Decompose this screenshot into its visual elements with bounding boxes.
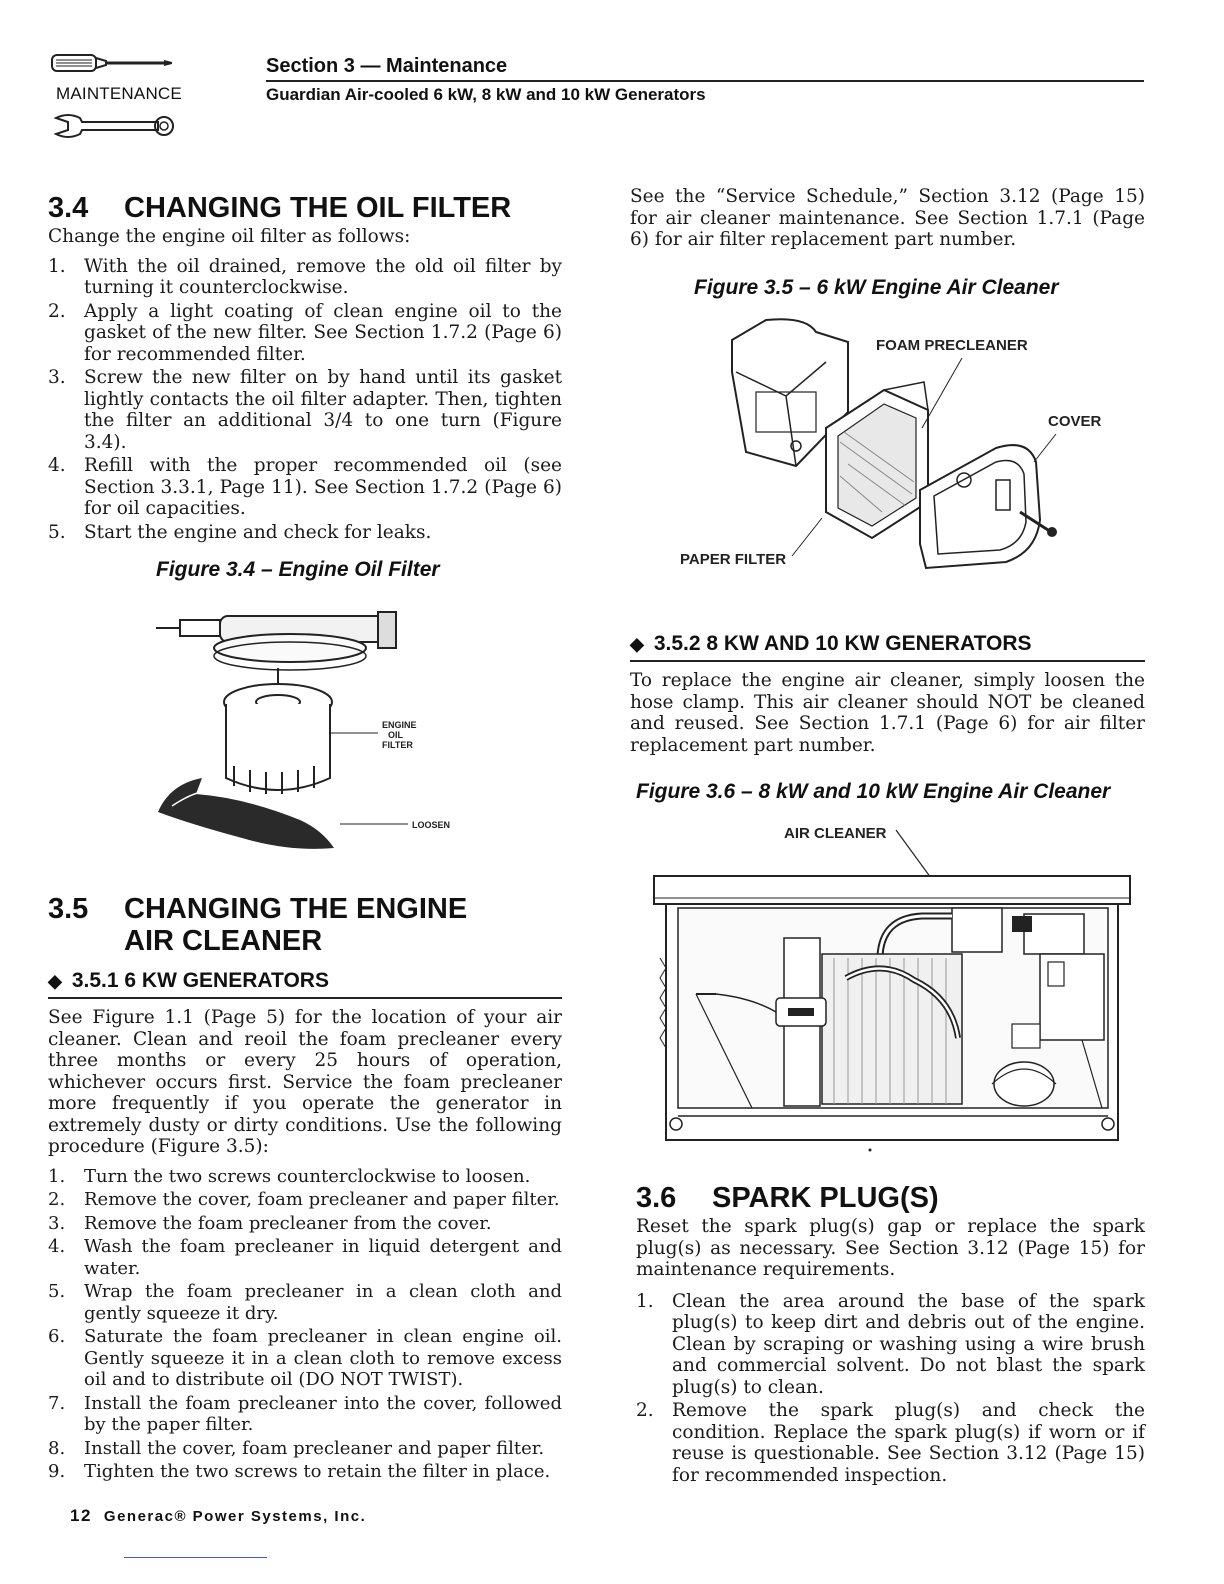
figure-3-6-caption: Figure 3.6 – 8 kW and 10 kW Engine Air Cleaner [636,780,1111,803]
subheading-rule [48,997,562,999]
step-number: 4. [48,455,66,476]
air-cleaner-label: AIR CLEANER [784,825,887,842]
step-number: 2. [636,1400,654,1421]
list-item [48,522,562,544]
page-number: 12 [70,1506,92,1525]
spark-plug-intro: Reset the spark plug(s) gap or replace the spark plug(s) as necessary. See Section 3.12 (Page 15) for maintenance requirements. [636,1216,1145,1280]
heading-number: 3.6 [636,1182,677,1214]
list-item [48,301,562,366]
step-text: Apply a light coating of clean engine oil to the gasket of the new filter. See Section 1.7.2 (Page 6) for recommended filter. [84,300,562,365]
step-text: Refill with the proper recommended oil (see Section 3.3.1, Page 11). See Section 1.7.2 (Page 6) for oil capacities. [84,455,562,519]
list-item [48,367,562,453]
cover-label: COVER [1048,413,1102,430]
section-3-5 [48,893,562,1485]
step-text: With the oil drained, remove the old oil filter by turning it counterclockwise. [84,255,562,298]
maintenance-tag: MAINTENANCE [56,84,182,103]
subheading-title: 3.5.1 6 KW GENERATORS [71,969,329,992]
step-number: 5. [48,1281,66,1302]
engine-label: ENGINE [382,720,417,730]
step-text: Install the cover, foam precleaner and paper filter. [84,1437,545,1459]
step-text: Start the engine and check for leaks. [84,521,432,543]
section-title: Section 3 — Maintenance [266,55,508,77]
list-item [48,1236,562,1279]
diamond-bullet-icon: ◆ [630,633,644,654]
oil-label: OIL [388,730,403,740]
list-item [48,1281,562,1324]
heading-title: CHANGING THE OIL FILTER [124,192,512,224]
heading-3-5 [48,893,562,957]
air-cleaner-6kw-figure [676,312,1116,580]
list-item [48,1189,562,1211]
list-item [48,1213,562,1235]
list-item [48,1166,562,1188]
section-3-4 [48,192,562,545]
oil-filter-steps [48,256,562,544]
filter-label: FILTER [382,740,413,750]
step-text: Tighten the two screws to retain the filter in place. [84,1461,551,1482]
step-number: 4. [48,1236,66,1257]
air-cleaner-6kw-intro: See Figure 1.1 (Page 5) for the location of your air cleaner. Clean and reoil the foam precleaner every three months or every 25 hours of operation, whichever occurs first. Service the foam precleaner more frequently if you operate the generator in extremely dusty or dirty conditions. Use the following procedure (Figure 3.5): [48,1007,562,1157]
heading-title: SPARK PLUG(S) [712,1182,939,1214]
step-number: 9. [48,1461,66,1482]
spark-plug-steps [636,1291,1145,1487]
list-item [48,455,562,520]
figure-3-4-caption: Figure 3.4 – Engine Oil Filter [156,558,440,581]
list-item [48,1461,562,1483]
figure-3-5-caption: Figure 3.5 – 6 kW Engine Air Cleaner [694,276,1059,299]
list-item [48,256,562,299]
list-item [48,1438,562,1460]
foam-precleaner-label: FOAM PRECLEANER [876,337,1028,354]
heading-number: 3.4 [48,192,89,224]
header-rule [266,80,1144,82]
subheading-rule [630,660,1145,662]
loosen-label: LOOSEN [412,820,451,830]
section-3-5-2 [630,632,1145,756]
diamond-bullet-icon: ◆ [48,970,62,991]
section-3-6 [636,1182,1145,1488]
list-item [636,1291,1145,1399]
step-number: 1. [48,255,66,277]
step-text: Wrap the foam precleaner in a clean cloth and gently squeeze it dry. [84,1281,562,1324]
heading-3-6 [636,1182,1145,1214]
step-text: Install the foam precleaner into the cover, followed by the paper filter. [84,1392,562,1435]
step-text: Remove the cover, foam precleaner and paper filter. [84,1189,560,1210]
company-name: Generac® Power Systems, Inc. [103,1508,367,1525]
page-footer [70,1506,366,1526]
step-number: 7. [48,1392,66,1414]
heading-3-4 [48,192,562,224]
step-number: 2. [48,1189,66,1210]
step-text: Wash the foam precleaner in liquid detergent and water. [84,1236,562,1279]
list-item [48,1326,562,1391]
air-cleaner-8-10kw-text: To replace the engine air cleaner, simply loosen the hose clamp. This air cleaner should NOT be cleaned and reused. See Section 1.7.1 (Page 6) for air filter replacement part number. [630,670,1145,756]
step-number: 2. [48,300,66,322]
step-number: 3. [48,367,66,388]
step-text: Clean the area around the base of the spark plug(s) to keep dirt and debris out of the engine. Clean by scraping or washing using a wire brush and commercial solvent. Do not blast the spark plug(s) to clean. [672,1290,1145,1398]
oil-filter-figure [150,598,460,868]
paper-filter-label: PAPER FILTER [680,551,787,568]
step-number: 8. [48,1437,66,1459]
service-schedule-text: See the “Service Schedule,” Section 3.12 (Page 15) for air cleaner maintenance. See Section 1.7.1 (Page 6) for air filter replacement part number. [630,186,1145,250]
step-text: Remove the foam precleaner from the cover. [84,1212,492,1234]
heading-title-line2: AIR CLEANER [124,925,323,957]
subheading-title: 3.5.2 8 KW AND 10 KW GENERATORS [653,632,1032,655]
screwdriver-icon [50,52,174,74]
heading-number: 3.5 [48,893,89,925]
air-cleaner-continued [630,186,1145,251]
step-text: Remove the spark plug(s) and check the condition. Replace the spark plug(s) if worn or if reuse is questionable. See Section 3.12 (Page 15) for recommended inspection. [672,1400,1145,1486]
bottom-rule [124,1557,267,1558]
step-number: 3. [48,1212,66,1234]
air-cleaner-steps [48,1166,562,1483]
step-number: 6. [48,1326,66,1347]
subheading-3-5-1 [48,969,562,999]
step-text: Turn the two screws counterclockwise to loosen. [84,1165,531,1187]
list-item [636,1400,1145,1486]
heading-title-line1: CHANGING THE ENGINE [124,893,468,925]
step-number: 5. [48,521,66,543]
step-number: 1. [48,1165,66,1187]
intro-text: Change the engine oil filter as follows: [48,226,411,247]
step-text: Saturate the foam precleaner in clean engine oil. Gently squeeze it in a clean cloth to remove excess oil and to distribute oil (DO NOT TWIST). [84,1326,562,1390]
header-subtitle: Guardian Air-cooled 6 kW, 8 kW and 10 kW Generators [266,85,706,104]
list-item [48,1393,562,1436]
air-cleaner-8-10kw-figure [652,818,1134,1156]
wrench-icon [54,110,176,140]
step-number: 1. [636,1290,654,1312]
step-text: Screw the new filter on by hand until its gasket lightly contacts the oil filter adapter. Then, tighten the filter an additional 3/4 to one turn (Figure 3.4). [84,367,562,453]
